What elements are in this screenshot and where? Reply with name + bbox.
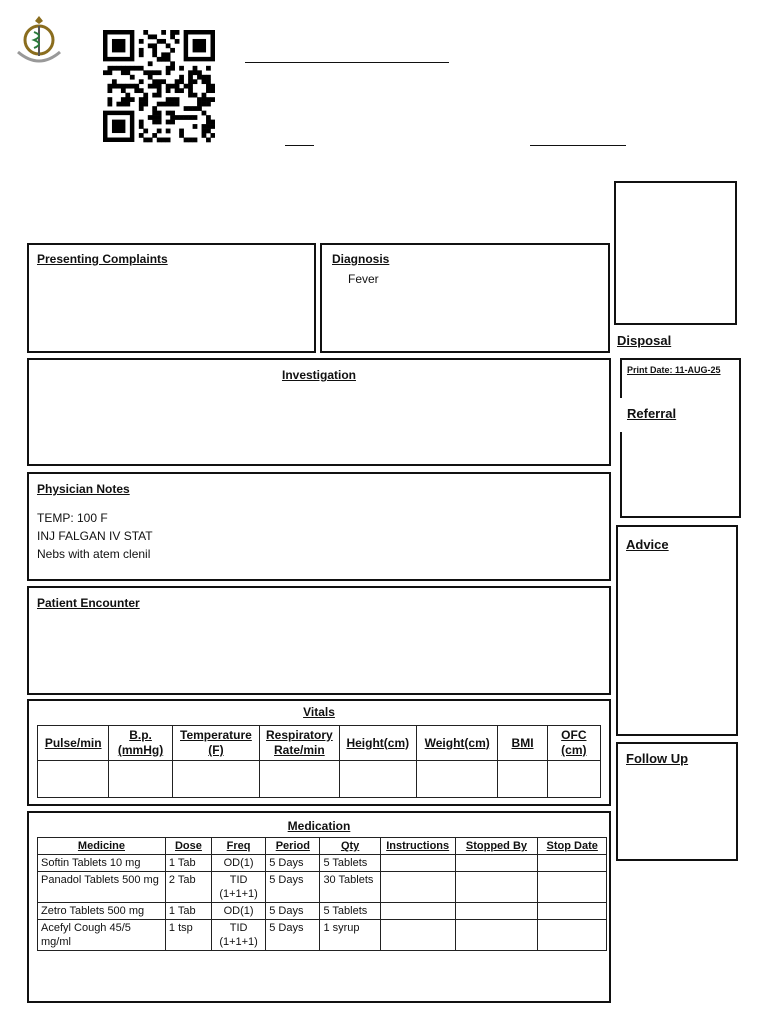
vitals-cell [339, 761, 416, 798]
medication-row [38, 920, 607, 951]
medication-header: Medicine [38, 838, 166, 855]
vitals-cell [416, 761, 497, 798]
institution-logo [14, 12, 64, 68]
medicine-instructions [380, 872, 455, 903]
follow-up-box [616, 742, 738, 861]
medicine-period: 5 Days [266, 855, 320, 872]
medicine-stopped-by [455, 872, 538, 903]
physician-note-line: TEMP: 100 F [37, 511, 108, 525]
vitals-header: Pulse/min [38, 726, 109, 761]
medicine-stopped-by [455, 920, 538, 951]
referral-box [620, 358, 741, 518]
advice-box [616, 525, 738, 736]
vitals-box [27, 699, 611, 806]
header-blank-line-name [245, 62, 449, 63]
vitals-cell [172, 761, 259, 798]
medication-title: Medication [287, 819, 351, 833]
qr-code [103, 30, 215, 144]
vitals-header: BMI [498, 726, 547, 761]
medicine-name: Zetro Tablets 500 mg [38, 903, 166, 920]
diagnosis-box [320, 243, 610, 353]
physician-notes-label: Physician Notes [37, 482, 130, 496]
medicine-dose: 1 Tab [165, 903, 211, 920]
investigation-box [27, 358, 611, 466]
medicine-qty: 1 syrup [320, 920, 380, 951]
medicine-dose: 2 Tab [165, 872, 211, 903]
disposal-label: Disposal [617, 333, 672, 348]
medicine-stopped-by [455, 903, 538, 920]
medicine-stopped-by [455, 855, 538, 872]
medicine-period: 5 Days [266, 903, 320, 920]
medication-table [37, 837, 607, 951]
vitals-header: OFC (cm) [547, 726, 600, 761]
referral-gap-left [620, 398, 625, 432]
vitals-cell [498, 761, 547, 798]
vitals-header: Height(cm) [339, 726, 416, 761]
medicine-qty: 30 Tablets [320, 872, 380, 903]
vitals-header: Temperature (F) [172, 726, 259, 761]
medication-header: Period [266, 838, 320, 855]
vitals-table [37, 725, 601, 798]
vitals-cell [38, 761, 109, 798]
patient-encounter-box [27, 586, 611, 695]
medication-header: Stopped By [455, 838, 538, 855]
medicine-dose: 1 tsp [165, 920, 211, 951]
medicine-freq: TID (1+1+1) [211, 920, 265, 951]
medicine-stop-date [538, 920, 607, 951]
medicine-freq: TID (1+1+1) [211, 872, 265, 903]
vitals-header: Respiratory Rate/min [260, 726, 339, 761]
medicine-qty: 5 Tablets [320, 903, 380, 920]
physician-note-line: INJ FALGAN IV STAT [37, 529, 153, 543]
medicine-instructions [380, 903, 455, 920]
medicine-freq: OD(1) [211, 855, 265, 872]
diagnosis-label: Diagnosis [332, 252, 390, 266]
medication-row [38, 872, 607, 903]
diagnosis-value: Fever [348, 272, 379, 286]
medicine-stop-date [538, 903, 607, 920]
medicine-stop-date [538, 855, 607, 872]
medicine-instructions [380, 855, 455, 872]
medication-row [38, 855, 607, 872]
patient-encounter-label: Patient Encounter [37, 596, 140, 610]
medicine-stop-date [538, 872, 607, 903]
physician-note-line: Nebs with atem clenil [37, 547, 151, 561]
medicine-period: 5 Days [266, 872, 320, 903]
medicine-qty: 5 Tablets [320, 855, 380, 872]
medicine-instructions [380, 920, 455, 951]
medicine-name: Panadol Tablets 500 mg [38, 872, 166, 903]
medication-row [38, 903, 607, 920]
medicine-freq: OD(1) [211, 903, 265, 920]
vitals-cell [109, 761, 172, 798]
referral-label: Referral [627, 406, 677, 421]
header-blank-line-short [285, 145, 314, 146]
medication-header: Instructions [380, 838, 455, 855]
presenting-complaints-box [27, 243, 316, 353]
vitals-header: Weight(cm) [416, 726, 497, 761]
medicine-period: 5 Days [266, 920, 320, 951]
vitals-cell [260, 761, 339, 798]
vitals-title: Vitals [303, 705, 335, 719]
medication-header: Freq [211, 838, 265, 855]
medication-box [27, 811, 611, 1003]
presenting-complaints-label: Presenting Complaints [37, 252, 168, 266]
physician-notes-box [27, 472, 611, 581]
header-blank-line-right [530, 145, 626, 146]
medicine-name: Softin Tablets 10 mg [38, 855, 166, 872]
medication-header: Dose [165, 838, 211, 855]
medication-header: Stop Date [538, 838, 607, 855]
medicine-name: Acefyl Cough 45/5 mg/ml [38, 920, 166, 951]
photo-box [614, 181, 737, 325]
advice-label: Advice [626, 537, 669, 552]
follow-up-label: Follow Up [626, 751, 689, 766]
vitals-header: B.p. (mmHg) [109, 726, 172, 761]
print-date: Print Date: 11-AUG-25 [627, 365, 721, 375]
medicine-dose: 1 Tab [165, 855, 211, 872]
vitals-cell [547, 761, 600, 798]
investigation-label: Investigation [281, 368, 356, 382]
medication-header: Qty [320, 838, 380, 855]
